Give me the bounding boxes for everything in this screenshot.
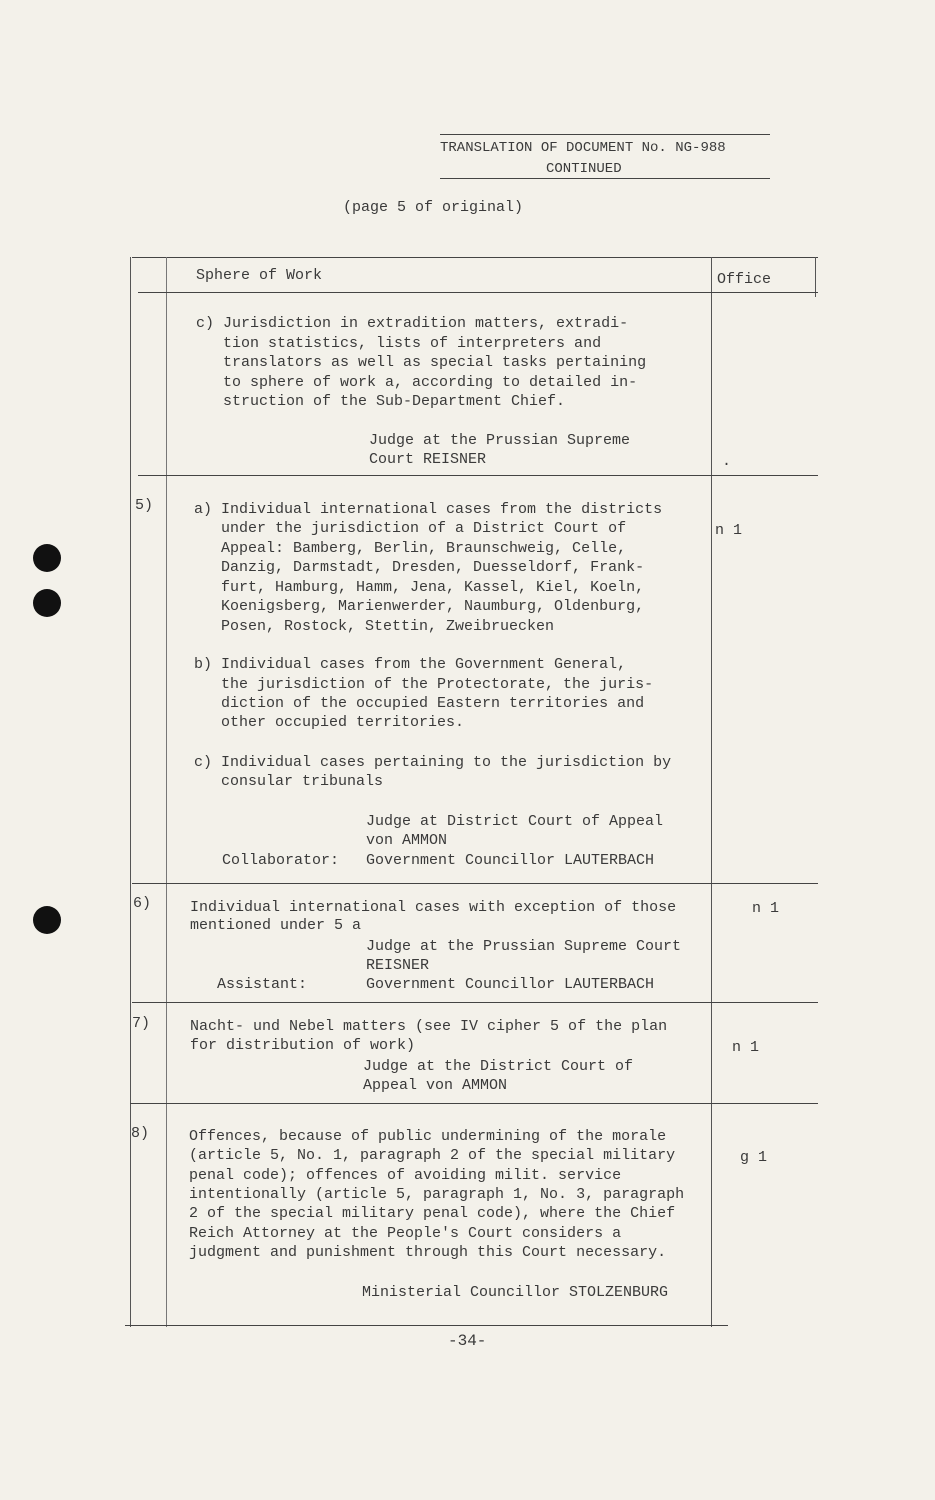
row-6-assistant-label: Assistant: (217, 976, 308, 993)
row-6-line-2: mentioned under 5 a (190, 917, 362, 934)
row-c-judge-2: Court REISNER (369, 451, 487, 468)
table-right-border (815, 257, 816, 297)
header-row-rule (138, 292, 818, 293)
header-rule-top (440, 134, 770, 135)
row-5a-line-5: furt, Hamburg, Hamm, Jena, Kassel, Kiel, Koeln, (194, 579, 645, 596)
row-5a-line-7: Posen, Rostock, Stettin, Zweibruecken (194, 618, 555, 635)
row-5a-line-2: under the jurisdiction of a District Court of (194, 520, 627, 537)
row-5-judge-1: Judge at District Court of Appeal (366, 813, 664, 830)
header-rule-bottom (440, 178, 770, 179)
punch-hole-2 (33, 589, 61, 617)
row-8-line-6: Reich Attorney at the People's Court considers a (189, 1225, 622, 1242)
row-5a-line-3: Appeal: Bamberg, Berlin, Braunschweig, Celle, (194, 540, 627, 557)
row-c-line-4: to sphere of work a, according to detailed in- (196, 374, 638, 391)
row-7-line-1: Nacht- und Nebel matters (see IV cipher 5 of the plan (190, 1018, 668, 1035)
column-header-sphere: Sphere of Work (196, 267, 323, 284)
row-8-line-3: penal code); offences of avoiding milit. service (189, 1167, 622, 1184)
table-bottom-rule (125, 1325, 728, 1326)
row-8-office: g 1 (740, 1149, 768, 1166)
doc-title: TRANSLATION OF DOCUMENT No. NG-988 (440, 140, 726, 156)
row-5-collaborator-label: Collaborator: (222, 852, 340, 869)
page-number: -34- (448, 1332, 487, 1350)
row-rule-4 (130, 1103, 818, 1104)
row-5-office: n 1 (715, 522, 743, 539)
row-7-office: n 1 (732, 1039, 760, 1056)
punch-hole-1 (33, 544, 61, 572)
num-column-border (166, 257, 167, 1327)
row-8-line-7: judgment and punishment through this Court necessary. (189, 1244, 667, 1261)
row-c-judge-1: Judge at the Prussian Supreme (369, 432, 631, 449)
row-5c-line-1: c) Individual cases pertaining to the jurisdiction by (194, 754, 672, 771)
row-rule-3 (132, 1002, 818, 1003)
column-header-office: Office (717, 271, 772, 288)
row-5a-line-6: Koenigsberg, Marienwerder, Naumburg, Oldenburg, (194, 598, 645, 615)
page-note: (page 5 of original) (343, 199, 524, 216)
table-left-border (130, 257, 131, 1327)
row-7-judge-2: Appeal von AMMON (363, 1077, 508, 1094)
row-6-assistant-name: Government Councillor LAUTERBACH (366, 976, 655, 993)
punch-hole-3 (33, 906, 61, 934)
row-8-line-4: intentionally (article 5, paragraph 1, No. 3, paragraph (189, 1186, 685, 1203)
row-5-number: 5) (135, 497, 154, 514)
row-5a-line-1: a) Individual international cases from the districts (194, 501, 663, 518)
row-6-line-1: Individual international cases with exception of those (190, 899, 677, 916)
row-6-judge-2: REISNER (366, 957, 430, 974)
row-rule-1 (138, 475, 818, 476)
row-8-line-2: (article 5, No. 1, paragraph 2 of the special military (189, 1147, 676, 1164)
row-8-number: 8) (131, 1125, 150, 1142)
row-5a-line-4: Danzig, Darmstadt, Dresden, Duesseldorf, Frank- (194, 559, 645, 576)
row-6-office: n 1 (752, 900, 780, 917)
row-7-judge-1: Judge at the District Court of (363, 1058, 634, 1075)
row-c-office: . (722, 453, 732, 470)
table-top-rule (132, 257, 818, 258)
row-5-collaborator-name: Government Councillor LAUTERBACH (366, 852, 655, 869)
row-c-line-5: struction of the Sub-Department Chief. (196, 393, 566, 410)
row-c-line-3: translators as well as special tasks pertaining (196, 354, 647, 371)
row-7-line-2: for distribution of work) (190, 1037, 416, 1054)
row-c-line-1: c) Jurisdiction in extradition matters, extradi- (196, 315, 629, 332)
row-6-judge-1: Judge at the Prussian Supreme Court (366, 938, 682, 955)
doc-subtitle: CONTINUED (546, 161, 622, 177)
row-5b-line-1: b) Individual cases from the Government General, (194, 656, 627, 673)
row-6-number: 6) (133, 895, 152, 912)
row-8-line-5: 2 of the special military penal code), where the Chief (189, 1205, 676, 1222)
row-5b-line-2: the jurisdiction of the Protectorate, the juris- (194, 676, 654, 693)
row-5-judge-2: von AMMON (366, 832, 448, 849)
office-column-border (711, 257, 712, 1327)
row-5b-line-4: other occupied territories. (194, 714, 465, 731)
row-8-judge-1: Ministerial Councillor STOLZENBURG (362, 1284, 669, 1301)
row-7-number: 7) (132, 1015, 151, 1032)
row-rule-2 (132, 883, 818, 884)
row-8-line-1: Offences, because of public undermining of the morale (189, 1128, 667, 1145)
row-c-line-2: tion statistics, lists of interpreters and (196, 335, 602, 352)
row-5c-line-2: consular tribunals (194, 773, 384, 790)
row-5b-line-3: diction of the occupied Eastern territories and (194, 695, 645, 712)
